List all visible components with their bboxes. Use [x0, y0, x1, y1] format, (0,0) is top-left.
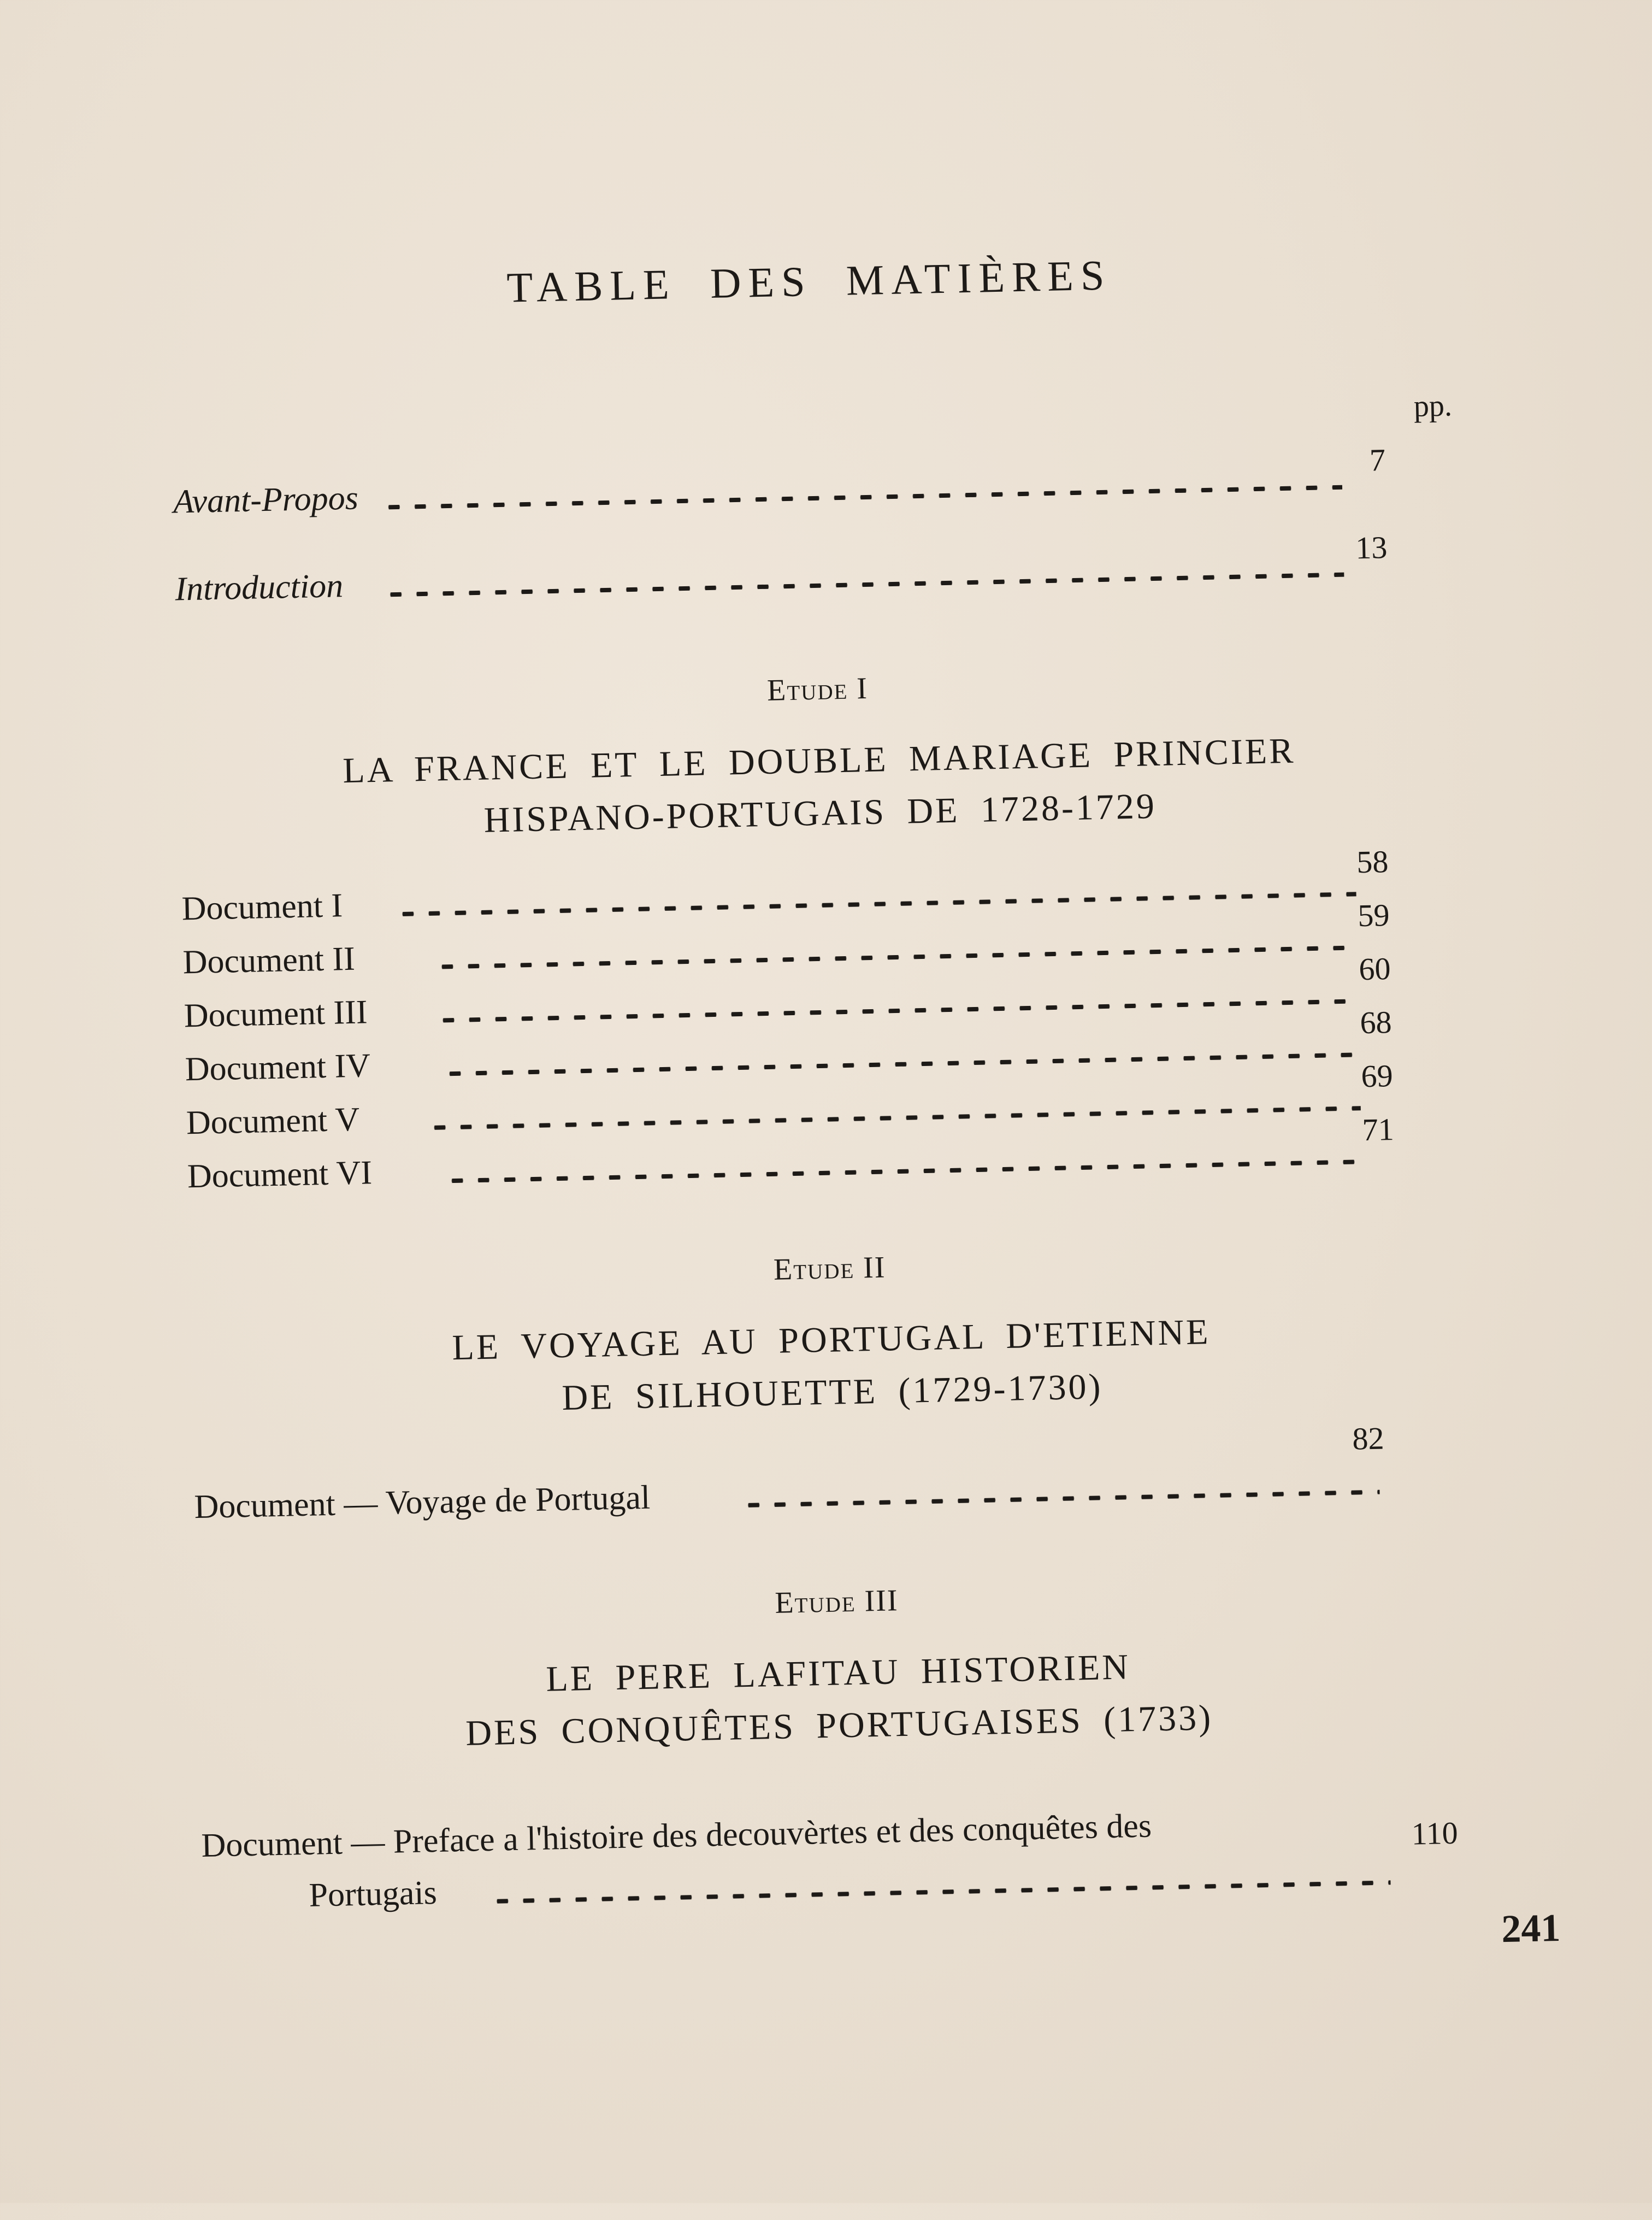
- page-number: 241: [1501, 1905, 1561, 1951]
- dot-leader: [741, 1490, 1380, 1508]
- page-title: TABLE DES MATIÈRES: [506, 251, 1112, 311]
- toc-entry-page: 71: [1361, 1111, 1395, 1148]
- toc-entry-page: 7: [1369, 442, 1386, 478]
- toc-entry-label: Document III: [184, 993, 368, 1035]
- etude-2-title: [5, 1297, 1652, 1436]
- etude-1-title-line-1: LA FRANCE ET LE DOUBLE MARIAGE PRINCIER: [342, 731, 1296, 791]
- toc-entry-label: Avant-Propos: [173, 479, 359, 521]
- etude-2-title-line-2: DE SILHOUETTE (1729-1730): [561, 1367, 1104, 1418]
- toc-entry-page: 59: [1357, 897, 1390, 934]
- toc-entry-page: 82: [1352, 1420, 1385, 1457]
- etude-2-title-line-1: LE VOYAGE AU PORTUGAL D'ETIENNE: [451, 1312, 1211, 1368]
- toc-entry-label: Document IV: [185, 1047, 371, 1088]
- toc-entry-label: Document II: [182, 940, 356, 981]
- toc-entry-label: Portugais: [308, 1874, 438, 1914]
- toc-entry-label: Document — Preface a l'histoire des decouvèrtes et des conquêtes des: [200, 1807, 1152, 1864]
- toc-entry-page: 60: [1358, 951, 1391, 987]
- etude-3-title: [12, 1630, 1652, 1769]
- etude-3-title-line-2: DES CONQUÊTES PORTUGAISES (1733): [465, 1698, 1213, 1753]
- etude-3-heading: Etude III: [774, 1583, 899, 1620]
- toc-entry-label: Document I: [181, 887, 343, 928]
- pages-column-header: pp.: [1413, 388, 1453, 423]
- etude-1-title-line-2: HISPANO-PORTUGAIS DE 1728-1729: [483, 786, 1157, 840]
- etude-1-title: [0, 717, 1647, 857]
- toc-entry-label: Document V: [186, 1100, 360, 1142]
- toc-entry-page: 69: [1360, 1058, 1394, 1094]
- toc-entry-page: 13: [1355, 529, 1388, 566]
- dot-leader: [383, 573, 1344, 597]
- etude-2-heading: Etude II: [773, 1250, 887, 1287]
- toc-entry-label: Document — Voyage de Portugal: [193, 1479, 651, 1526]
- toc-entry-introduction: [174, 529, 1388, 609]
- toc-entry-page: 58: [1356, 844, 1389, 880]
- dot-leader: [381, 485, 1342, 510]
- toc-entry-label: Introduction: [174, 567, 344, 608]
- toc-entry-label: Document VI: [187, 1154, 373, 1196]
- etude-1-heading: Etude I: [766, 671, 869, 708]
- toc-entry-page: 110: [1411, 1815, 1459, 1852]
- toc-entry-page: 68: [1359, 1004, 1393, 1041]
- dot-leader: [489, 1880, 1391, 1904]
- etude-3-title-line-1: LE PERE LAFITAU HISTORIEN: [545, 1647, 1131, 1699]
- dot-leader: [444, 1159, 1362, 1183]
- toc-entry-voyage-de-portugal: [193, 1420, 1396, 1527]
- toc-entry-avant-propos: [173, 442, 1386, 521]
